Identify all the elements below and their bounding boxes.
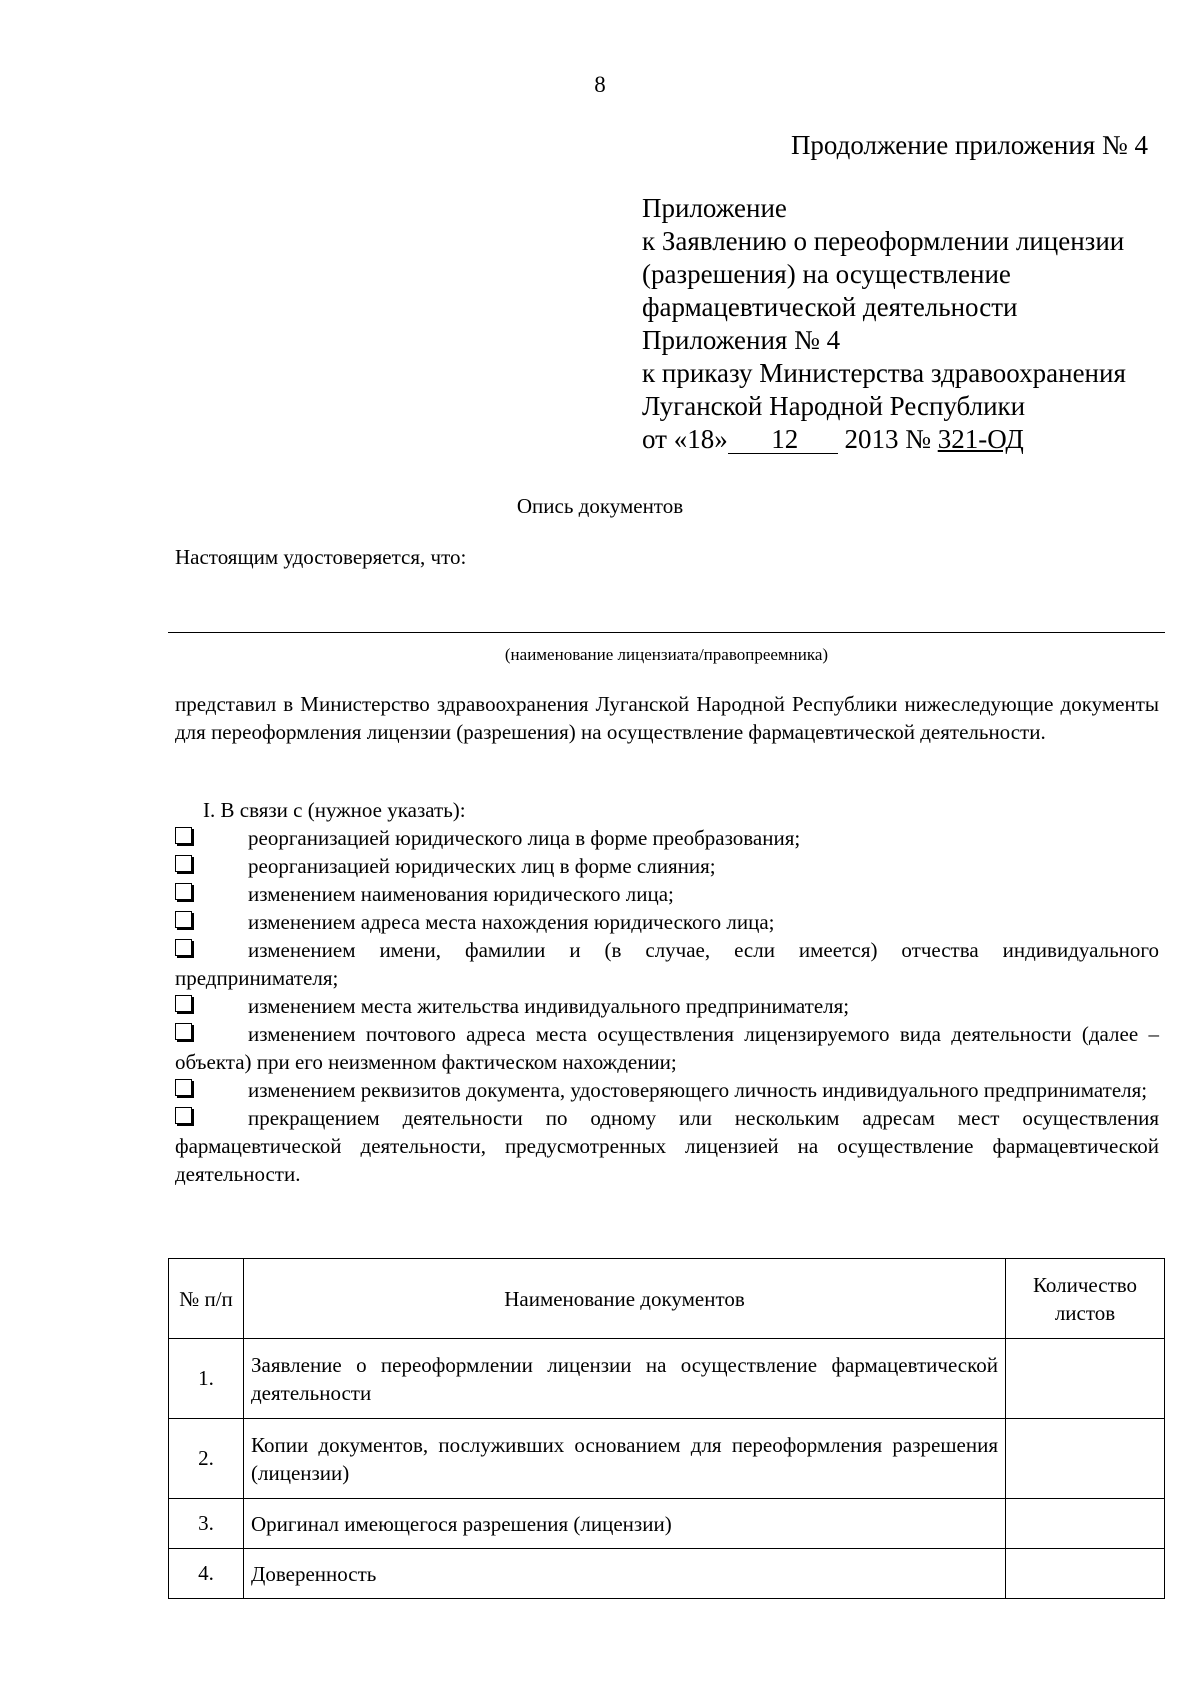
reason-item: изменением наименования юридического лица; — [175, 880, 1159, 908]
header-name: Наименование документов — [244, 1259, 1006, 1339]
reason-item: изменением реквизитов документа, удостоверяющего личность индивидуального предпринимателя; — [175, 1076, 1159, 1104]
order-date-line — [642, 423, 1126, 456]
row-name: Оригинал имеющегося разрешения (лицензии) — [244, 1499, 1006, 1549]
checkbox[interactable] — [175, 939, 192, 956]
row-count[interactable] — [1006, 1499, 1165, 1549]
page-number: 8 — [594, 72, 606, 97]
reason-item: изменением места жительства индивидуального предпринимателя; — [175, 992, 1159, 1020]
row-name: Заявление о переоформлении лицензии на осуществление фармацевтической деятельности — [244, 1339, 1006, 1419]
licensee-name-line — [168, 632, 1165, 633]
table-header-row — [169, 1259, 1165, 1339]
date-month: 12 — [728, 426, 838, 454]
certify-text: Настоящим удостоверяется, что: — [175, 545, 467, 569]
row-name: Копии документов, послуживших основанием для переоформления разрешения (лицензии) — [244, 1419, 1006, 1499]
attachment-line: (разрешения) на осуществление — [642, 259, 1011, 289]
reason-item: изменением адреса места нахождения юридического лица; — [175, 908, 1159, 936]
table-row — [169, 1499, 1165, 1549]
reason-item: изменением имени, фамилии и (в случае, если имеется) отчества индивидуального предпринимателя; — [175, 938, 1159, 990]
checkbox[interactable] — [175, 1107, 192, 1124]
row-num: 1. — [169, 1339, 244, 1419]
document-title: Опись документов — [516, 494, 684, 518]
table-row — [169, 1419, 1165, 1499]
checkbox[interactable] — [175, 855, 192, 872]
header-count: Количество листов — [1006, 1259, 1165, 1339]
attachment-line: Луганской Народной Республики — [642, 391, 1026, 421]
header-num: № п/п — [169, 1259, 244, 1339]
order-number: 321-ОД — [937, 424, 1024, 454]
reasons-heading: I. В связи с (нужное указать): — [203, 798, 466, 822]
checkbox[interactable] — [175, 883, 192, 900]
reason-item: прекращением деятельности по одному или нескольким адресам мест осуществления фармацевтической деятельности, предусмотренных лицензией на осуществление фармацевтической деятельности. — [175, 1106, 1159, 1186]
row-count[interactable] — [1006, 1419, 1165, 1499]
reason-item: реорганизацией юридических лиц в форме слияния; — [175, 852, 1159, 880]
reasons-list — [175, 796, 1159, 1188]
table-row — [169, 1339, 1165, 1419]
attachment-line: к приказу Министерства здравоохранения — [642, 358, 1126, 388]
table-row — [169, 1549, 1165, 1599]
attachment-line: к Заявлению о переоформлении лицензии — [642, 226, 1125, 256]
checkbox[interactable] — [175, 1023, 192, 1040]
licensee-name-caption: (наименование лицензиата/правопреемника) — [504, 645, 829, 664]
checkbox[interactable] — [175, 911, 192, 928]
attachment-line: фармацевтической деятельности — [642, 292, 1018, 322]
checkbox[interactable] — [175, 1079, 192, 1096]
row-count[interactable] — [1006, 1339, 1165, 1419]
row-count[interactable] — [1006, 1549, 1165, 1599]
checkbox[interactable] — [175, 827, 192, 844]
date-year: 2013 № — [844, 424, 931, 454]
attachment-block — [642, 192, 1126, 456]
date-prefix: от «18» — [642, 424, 728, 454]
documents-table-wrap — [168, 1258, 1165, 1599]
row-num: 3. — [169, 1499, 244, 1549]
row-num: 4. — [169, 1549, 244, 1599]
row-name: Доверенность — [244, 1549, 1006, 1599]
reason-item: изменением почтового адреса места осуществления лицензируемого вида деятельности (далее – объекта) при его неизменном фактическом нахождении; — [175, 1022, 1159, 1074]
attachment-line: Приложения № 4 — [642, 325, 841, 355]
intro-paragraph: представил в Министерство здравоохранения Луганской Народной Республики нижеследующие документы для переоформления лицензии (разрешения) на осуществление фармацевтической деятельности. — [175, 692, 1159, 744]
attachment-line: Приложение — [642, 193, 787, 223]
row-num: 2. — [169, 1419, 244, 1499]
continuation-heading: Продолжение приложения № 4 — [790, 130, 1148, 160]
documents-table — [168, 1258, 1165, 1599]
reason-item: реорганизацией юридического лица в форме преобразования; — [175, 824, 1159, 852]
checkbox[interactable] — [175, 995, 192, 1012]
